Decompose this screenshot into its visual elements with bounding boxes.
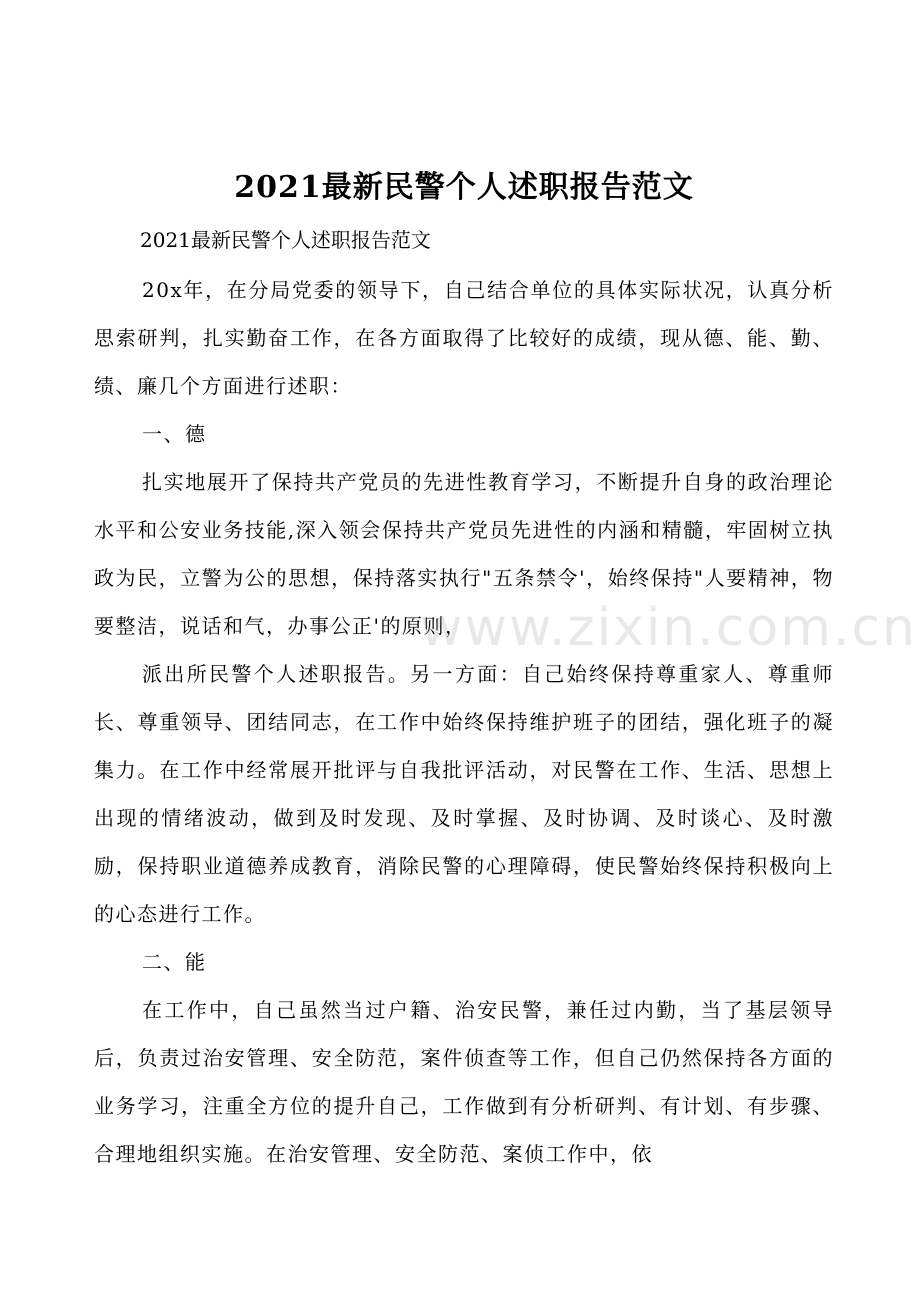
section-heading-neng: 二、能 [142,950,207,974]
paragraph-de-2: 派出所民警个人述职报告。另一方面：自己始终保持尊重家人、尊重师长、尊重领导、团结同志，在工作中始终保持维护班子的团结，强化班子的凝集力。在工作中经常展开批评与自我批评活动，对民警在工作、生活、思想上出现的情绪波动，做到及时发现、及时掌握、及时协调、及时谈心、及时激励，保持职业道德养成教育，消除民警的心理障碍，使民警始终保持积极向上的心态进行工作。 [94,662,834,926]
document-subtitle: 2021最新民警个人述职报告范文 [140,228,431,252]
document-page [94,160,834,1178]
section-heading-de: 一、德 [142,422,207,446]
paragraph-intro: 20x年，在分局党委的领导下，自己结合单位的具体实际状况，认真分析思索研判，扎实勤奋工作，在各方面取得了比较好的成绩，现从德、能、勤、绩、廉几个方面进行述职： [94,278,834,398]
document-title: 2021最新民警个人述职报告范文 [234,170,694,205]
paragraph-de-1: 扎实地展开了保持共产党员的先进性教育学习，不断提升自身的政治理论水平和公安业务技能,深入领会保持共产党员先进性的内涵和精髓，牢固树立执政为民，立警为公的思想，保持落实执行"五条禁令'，始终保持"人要精神，物要整洁，说话和气，办事公正'的原则， [94,470,834,638]
paragraph-neng-1: 在工作中，自己虽然当过户籍、治安民警，兼任过内勤，当了基层领导后，负责过治安管理、安全防范，案件侦查等工作，但自己仍然保持各方面的业务学习，注重全方位的提升自己，工作做到有分析研判、有计划、有步骤、合理地组织实施。在治安管理、安全防范、案侦工作中，依 [94,998,834,1166]
watermark: www.zixin.com.cn [420,598,917,658]
